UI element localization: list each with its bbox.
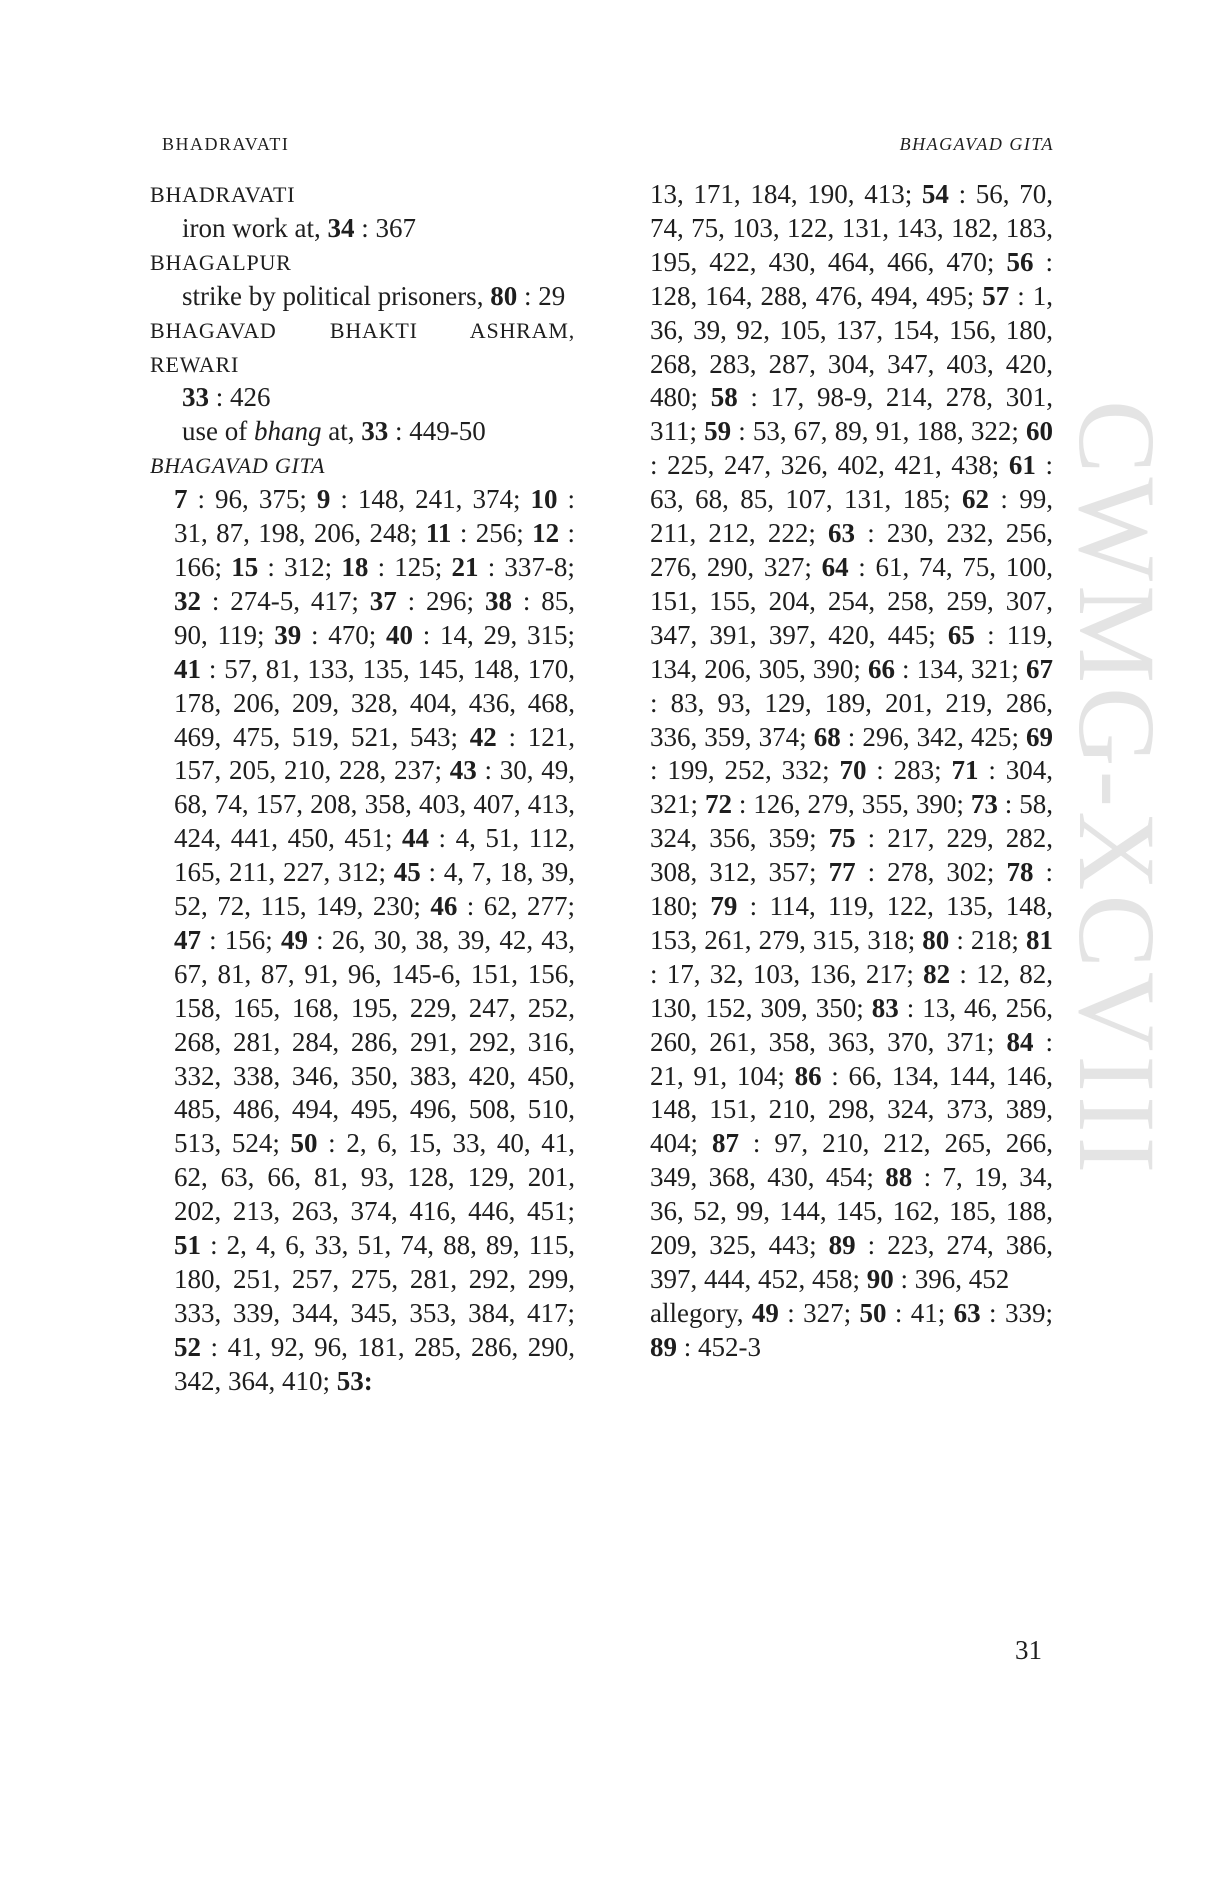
page-numbers: 26, 30, 38, 39, 42, 43, 67, 81, 87, 91, 96, 145-6, 151, 156, 158, 165, 168, 195, 229, 247, 252, 268, 281, 284, 286, 291, 292, 316, 332, 338, 346, 350, 383, 420, 450, 485, 486, 494, 495, 496, 508, 510, 513, 524: [174, 924, 575, 1159]
page-numbers: 449-50: [409, 416, 486, 447]
page-numbers: 166: [174, 551, 215, 582]
page-numbers: 256: [475, 518, 517, 549]
volume-number: 41: [174, 653, 201, 684]
volume-number: 53:: [336, 1365, 373, 1396]
page-numbers: 337-8: [504, 551, 568, 582]
volume-number: 64: [821, 551, 849, 582]
volume-number: 71: [951, 755, 979, 786]
volume-number: 43: [449, 755, 477, 786]
page-numbers: 29: [538, 280, 566, 311]
page-numbers: 304, 321: [650, 755, 1053, 820]
subentry-label: use of: [182, 416, 248, 447]
page-numbers: 85, 90, 119: [174, 585, 575, 650]
volume-number: 33: [361, 416, 389, 447]
volume-number: 7: [174, 484, 188, 515]
page-numbers: 2, 6, 15, 33, 40, 41, 62, 63, 66, 81, 93, 128, 129, 201, 202, 213, 263, 374, 416, 446, 451: [174, 1128, 575, 1227]
watermark: CWMG-XCVIII: [1056, 400, 1178, 1178]
page-numbers: 30, 49, 68, 74, 157, 208, 358, 403, 407, 413, 424, 441, 450, 451: [174, 755, 575, 854]
volume-number: 9: [316, 484, 331, 515]
page-numbers: 125: [394, 551, 435, 582]
volume-number: 66: [867, 653, 895, 684]
volume-number: 81: [1025, 924, 1053, 955]
volume-number: 63: [953, 1297, 981, 1328]
volume-number: 87: [711, 1128, 739, 1159]
right-column: [650, 178, 1053, 1365]
page-numbers: 4, 7, 18, 39, 52, 72, 115, 149, 230: [174, 857, 575, 922]
volume-number: 34: [327, 212, 355, 243]
page-numbers: 96, 375: [215, 484, 300, 515]
volume-number: 67: [1025, 653, 1053, 684]
page-numbers: 327: [803, 1297, 844, 1328]
volume-number: 38: [484, 585, 512, 616]
page-numbers: 4, 51, 112, 165, 211, 227, 312: [174, 823, 575, 888]
volume-number: 65: [947, 619, 975, 650]
volume-number: 10: [530, 484, 558, 515]
volume-number: 46: [430, 891, 458, 922]
volume-number: 39: [274, 619, 302, 650]
page-numbers: 156: [224, 924, 266, 955]
page-numbers: 312: [284, 551, 325, 582]
page-numbers: 274-5, 417: [230, 585, 352, 616]
volume-number: 63: [828, 518, 856, 549]
volume-number: 61: [1008, 450, 1036, 481]
page-numbers: 218: [970, 924, 1012, 955]
page-numbers: 97, 210, 212, 265, 266, 349, 368, 430, 454: [650, 1128, 1053, 1193]
page-numbers: 470: [328, 619, 369, 650]
volume-number: 69: [1026, 721, 1053, 752]
volume-number: 77: [828, 857, 856, 888]
volume-number: 58: [710, 382, 738, 413]
subentry-label: iron work at,: [182, 212, 321, 243]
page-numbers: 99, 211, 212, 222: [650, 484, 1053, 549]
page-numbers: 278, 302: [887, 857, 987, 888]
volume-number: 33: [182, 382, 209, 413]
volume-number: 51: [174, 1230, 201, 1261]
volume-number: 75: [828, 823, 856, 854]
volume-number: 50: [859, 1297, 887, 1328]
running-header-right: BHAGAVAD GITA: [899, 134, 1054, 154]
volume-number: 60: [1025, 416, 1053, 447]
gita-references: 7 : 96, 375; 9 : 148, 241, 374; 10 : 31, 87, 198, 206, 248; 11 : 256; 12 : 166; 15 : 312; 18 : 125; 21 : 337-8; 32 : 274-5, 417; 37 : 296; 38 : 85, 90, 119; 39 : 470; 40 : 14, 29, 315; 41 : 57, 81, 133, 135, 145, 148, 170, 178, 206, 209, 328, 404, 436, 468, 469, 475, 519, 521, 543; 42 : 121, 157, 205, 210, 228, 237; 43 : 30, 49, 68, 74, 157, 208, 358, 403, 407, 413, 424, 441, 450, 451; 44 : 4, 51, 112, 165, 211, 227, 312; 45 : 4, 7, 18, 39, 52, 72, 115, 149, 230; 46 : 62, 277; 47 : 156; 49 : 26, 30, 38, 39, 42, 43, 67, 81, 87, 91, 96, 145-6, 151, 156, 158, 165, 168, 195, 229, 247, 252, 268, 281, 284, 286, 291, 292, 316, 332, 338, 346, 350, 383, 420, 450, 485, 486, 494, 495, 496, 508, 510, 513, 524; 50 : 2, 6, 15, 33, 40, 41, 62, 63, 66, 81, 93, 128, 129, 201, 202, 213, 263, 374, 416, 446, 451; 51 : 2, 4, 6, 33, 51, 74, 88, 89, 115, 180, 251, 257, 275, 281, 292, 299, 333, 339, 344, 345, 353, 384, 417; 52 : 41, 92, 96, 181, 285, 286, 290, 342, 364, 410; 53:: [174, 484, 576, 1396]
subentry-ashram-ref: 33 : 426: [182, 382, 271, 413]
volume-number: 62: [961, 484, 989, 515]
page-numbers: 119, 134, 206, 305, 390: [650, 619, 1053, 684]
page-numbers: 12, 82, 130, 152, 309, 350: [650, 958, 1053, 1023]
volume-number: 32: [174, 585, 201, 616]
page-numbers: 2, 4, 6, 33, 51, 74, 88, 89, 115, 180, 251, 257, 275, 281, 292, 299, 333, 339, 344, 345, 353, 384, 417: [174, 1230, 575, 1328]
volume-number: 80: [490, 280, 518, 311]
entry-heading-gita: BHAGAVAD GITA: [150, 453, 326, 479]
volume-number: 70: [839, 755, 867, 786]
page-numbers: 83, 93, 129, 189, 201, 219, 286, 336, 359, 374: [650, 687, 1053, 752]
volume-number: 80: [922, 924, 950, 955]
volume-number: 12: [532, 518, 560, 549]
left-column: [150, 178, 575, 1399]
page-numbers: 63, 68, 85, 107, 131, 185: [650, 484, 944, 515]
volume-number: 86: [794, 1060, 822, 1091]
page-numbers: 7, 19, 34, 36, 52, 99, 144, 145, 162, 185, 188, 209, 325, 443: [650, 1162, 1053, 1261]
volume-number: 57: [982, 280, 1010, 311]
volume-number: 49: [280, 924, 308, 955]
volume-number: 83: [871, 992, 899, 1023]
page-numbers: 114, 119, 122, 135, 148, 153, 261, 279, 315, 318: [650, 891, 1053, 955]
subentry-label: allegory,: [650, 1297, 744, 1328]
volume-number: 54: [921, 179, 949, 209]
volume-number: 45: [393, 857, 421, 888]
page-numbers: 61, 74, 75, 100, 151, 155, 204, 254, 258, 259, 307, 347, 391, 397, 420, 445: [650, 551, 1053, 650]
page-numbers: 283: [893, 755, 935, 786]
volume-number: 56: [1006, 246, 1034, 277]
page-numbers: 452-3: [698, 1331, 762, 1362]
page-numbers: 426: [230, 382, 271, 413]
volume-number: 89: [828, 1230, 856, 1261]
page-numbers: 296, 342, 425: [862, 721, 1012, 752]
page-numbers: 14, 29, 315: [439, 619, 568, 650]
subentry-italic-term: bhang: [253, 416, 322, 447]
page-numbers: 41, 92, 96, 181, 285, 286, 290, 342, 364, 410: [174, 1331, 575, 1396]
volume-number: 68: [813, 721, 841, 752]
page-numbers: 148, 241, 374: [357, 484, 513, 515]
volume-number: 50: [290, 1128, 318, 1159]
volume-number: 44: [402, 823, 429, 854]
volume-number: 73: [970, 789, 998, 820]
volume-number: 59: [704, 416, 732, 447]
page-numbers: 225, 247, 326, 402, 421, 438: [667, 450, 992, 481]
volume-number: 84: [1006, 1026, 1034, 1057]
volume-number: 15: [231, 551, 259, 582]
gita-references-continued: 13, 171, 184, 190, 413; 54 : 56, 70, 74, 75, 103, 122, 131, 143, 182, 183, 195, 422, 430, 464, 466, 470; 56 : 128, 164, 288, 476, 494, 495; 57 : 1, 36, 39, 92, 105, 137, 154, 156, 180, 268, 283, 287, 304, 347, 403, 420, 480; 58 : 17, 98-9, 214, 278, 301, 311; 59 : 53, 67, 89, 91, 188, 322; 60 : 225, 247, 326, 402, 421, 438; 61 : 63, 68, 85, 107, 131, 185; 62 : 99, 211, 212, 222; 63 : 230, 232, 256, 276, 290, 327; 64 : 61, 74, 75, 100, 151, 155, 204, 254, 258, 259, 307, 347, 391, 397, 420, 445; 65 : 119, 134, 206, 305, 390; 66 : 134, 321; 67 : 83, 93, 129, 189, 201, 219, 286, 336, 359, 374; 68 : 296, 342, 425; 69 : 199, 252, 332; 70 : 283; 71 : 304, 321; 72 : 126, 279, 355, 390; 73 : 58, 324, 356, 359; 75 : 217, 229, 282, 308, 312, 357; 77 : 278, 302; 78 : 180; 79 : 114, 119, 122, 135, 148, 153, 261, 279, 315, 318; 80 : 218; 81 : 17, 32, 103, 136, 217; 82 : 12, 82, 130, 152, 309, 350; 83 : 13, 46, 256, 260, 261, 358, 363, 370, 371; 84 : 21, 91, 104; 86 : 66, 134, 144, 146, 148, 151, 210, 298, 324, 373, 389, 404; 87 : 97, 210, 212, 265, 266, 349, 368, 430, 454; 88 : 7, 19, 34, 36, 52, 99, 144, 145, 162, 185, 188, 209, 325, 443; 89 : 223, 274, 386, 397, 444, 452, 458; 90 : 396, 452: [650, 179, 1054, 1294]
volume-number: 21: [451, 551, 479, 582]
page-numbers: 296: [426, 585, 467, 616]
volume-number: 37: [369, 585, 397, 616]
subentry-label: at,: [328, 416, 355, 447]
page-numbers: 58, 324, 356, 359: [650, 789, 1053, 854]
subentry-strike: strike by political prisoners, 80 : 29: [182, 280, 566, 311]
page-numbers: 339: [1004, 1297, 1046, 1328]
page-numbers: 17, 32, 103, 136, 217: [666, 958, 907, 989]
page-numbers: 223, 274, 386, 397, 444, 452, 458: [650, 1230, 1053, 1294]
volume-number: 82: [923, 958, 951, 989]
page-numbers: 126, 279, 355, 390: [753, 789, 957, 820]
volume-number: 88: [885, 1162, 913, 1193]
subentry-bhang: use of bhang at, 33 : 449-50: [182, 416, 486, 447]
volume-number: 40: [385, 619, 413, 650]
page-numbers: 230, 232, 256, 276, 290, 327: [650, 518, 1054, 582]
page-numbers: 180: [650, 891, 691, 922]
volume-number: 72: [704, 789, 732, 820]
volume-number: 90: [866, 1264, 894, 1294]
page-numbers: 62, 277: [483, 891, 568, 922]
volume-number: 47: [174, 924, 201, 955]
volume-number: 18: [341, 551, 369, 582]
page-numbers: 217, 229, 282, 308, 312, 357: [650, 823, 1053, 888]
page-numbers: 13, 171, 184, 190, 413: [650, 179, 905, 209]
volume-number: 11: [425, 518, 452, 549]
page-numbers: 1, 36, 39, 92, 105, 137, 154, 156, 180, 268, 283, 287, 304, 347, 403, 420, 480: [650, 280, 1053, 413]
volume-number: 52: [174, 1331, 201, 1362]
page-numbers: 41: [910, 1297, 938, 1328]
page-numbers: 53, 67, 89, 91, 188, 322: [752, 416, 1012, 447]
page-numbers: 57, 81, 133, 135, 145, 148, 170, 178, 206, 209, 328, 404, 436, 468, 469, 475, 519, 521, 543: [174, 653, 575, 752]
entry-heading-bhagalpur: BHAGALPUR: [150, 249, 292, 275]
page-numbers: 367: [375, 212, 416, 243]
page-numbers: 128, 164, 288, 476, 494, 495: [650, 280, 967, 311]
page-numbers: 121, 157, 205, 210, 228, 237: [174, 721, 575, 786]
volume-number: 89: [650, 1331, 677, 1362]
subentry-label: strike by political prisoners,: [182, 280, 484, 311]
volume-number: 42: [469, 721, 497, 752]
page-numbers: 199, 252, 332: [667, 755, 823, 786]
subentry-allegory: allegory, 49 : 327; 50 : 41; 63 : 339; 89 : 452-3: [650, 1297, 1053, 1362]
volume-number: 79: [710, 891, 738, 922]
running-header-left: BHADRAVATI: [162, 134, 290, 154]
page-number: 31: [1015, 1635, 1042, 1665]
page-numbers: 13, 46, 256, 260, 261, 358, 363, 370, 371: [650, 992, 1053, 1057]
page-numbers: 17, 98-9, 214, 278, 301, 311: [650, 382, 1053, 447]
page-numbers: 56, 70, 74, 75, 103, 122, 131, 143, 182, 183, 195, 422, 430, 464, 466, 470: [650, 179, 1053, 277]
page-numbers: 134, 321: [916, 653, 1012, 684]
page-numbers: 21, 91, 104: [650, 1060, 778, 1091]
subentry-iron-work: iron work at, 34 : 367: [182, 212, 416, 243]
page-numbers: 31, 87, 198, 206, 248: [174, 518, 411, 549]
volume-number: 78: [1006, 857, 1034, 888]
page-numbers: 66, 134, 144, 146, 148, 151, 210, 298, 324, 373, 389, 404: [650, 1060, 1053, 1159]
entry-heading-bhadravati: BHADRAVATI: [150, 182, 296, 207]
entry-heading-ashram: BHAGAVAD BHAKTI ASHRAM, REWARI: [150, 317, 575, 377]
volume-number: 49: [751, 1297, 779, 1328]
page-numbers: 396, 452: [914, 1264, 1010, 1294]
